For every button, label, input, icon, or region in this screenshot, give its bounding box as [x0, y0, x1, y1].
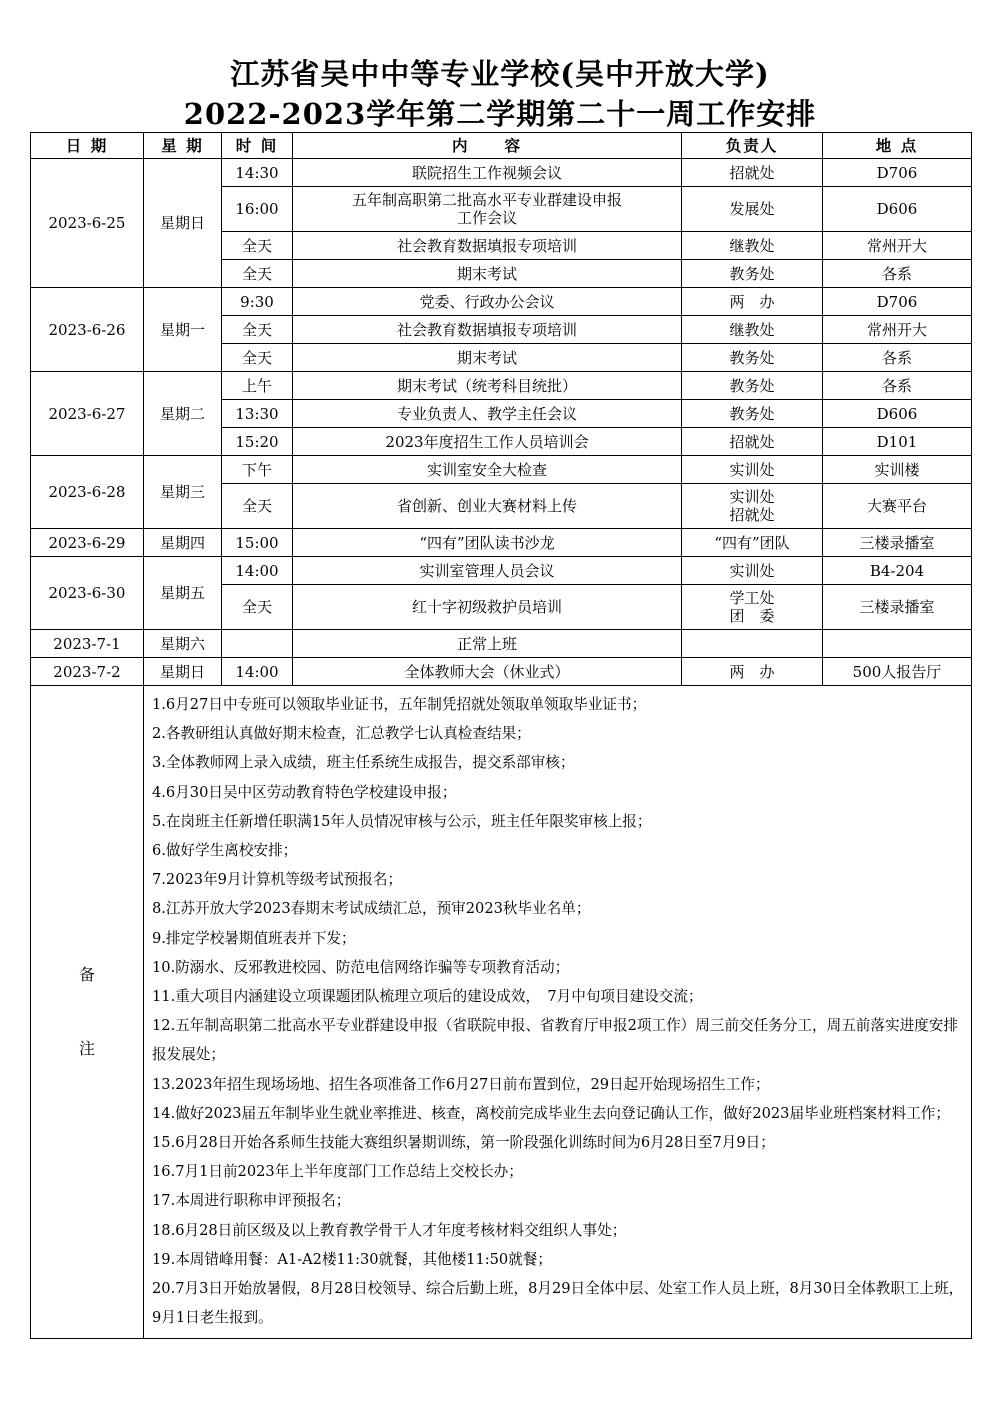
note-item: 19.本周错峰用餐：A1-A2楼11:30就餐，其他楼11:50就餐；: [152, 1250, 552, 1268]
date-cell: 2023-6-25: [31, 159, 144, 288]
document-subtitle: 2022-2023学年第二学期第二十一周工作安排: [183, 97, 817, 131]
header-row: [31, 133, 972, 159]
note-item: 7.2023年9月计算机等级考试预报名；: [152, 871, 403, 889]
owner-cell: [682, 630, 823, 658]
place-cell: 各系: [823, 260, 972, 288]
place-cell: 500人报告厅: [823, 658, 972, 686]
place-cell: D706: [823, 288, 972, 316]
owner-cell: 教务处: [682, 260, 823, 288]
time-cell: 全天: [222, 585, 293, 630]
weekday-cell: 星期一: [144, 288, 222, 372]
content-cell: 期末考试: [293, 344, 682, 372]
header-place: 地 点: [823, 133, 972, 159]
time-cell: 14:00: [222, 658, 293, 686]
place-cell: D706: [823, 159, 972, 187]
table-row: [31, 159, 972, 187]
time-cell: 15:20: [222, 428, 293, 456]
place-cell: 三楼录播室: [823, 585, 972, 630]
owner-cell: 实训处: [682, 456, 823, 484]
content-cell: 社会教育数据填报专项培训: [293, 316, 682, 344]
place-cell: D101: [823, 428, 972, 456]
weekday-cell: 星期六: [144, 630, 222, 658]
content-cell: 2023年度招生工作人员培训会: [293, 428, 682, 456]
notes-list: [144, 686, 972, 1339]
date-cell: 2023-6-26: [31, 288, 144, 372]
header-content: 内 容: [293, 133, 682, 159]
time-cell: 全天: [222, 232, 293, 260]
document-title: 江苏省吴中中等专业学校(吴中开放大学): [230, 57, 770, 91]
owner-cell: “四有”团队: [682, 529, 823, 557]
place-cell: 常州开大: [823, 232, 972, 260]
note-item: 17.本周进行职称申评预报名；: [152, 1192, 351, 1210]
owner-cell: 教务处: [682, 400, 823, 428]
time-cell: 下午: [222, 456, 293, 484]
owner-cell: 继教处: [682, 232, 823, 260]
weekday-cell: 星期三: [144, 456, 222, 529]
place-cell: D606: [823, 187, 972, 232]
time-cell: 全天: [222, 316, 293, 344]
time-cell: 9:30: [222, 288, 293, 316]
table-row: [31, 372, 972, 400]
schedule-table: [30, 132, 972, 1339]
date-cell: 2023-6-29: [31, 529, 144, 557]
time-cell: 全天: [222, 344, 293, 372]
note-item: 12.五年制高职第二批高水平专业群建设申报（省联院申报、省教育厅申报2项工作）周三前交任务分工，周五前落实进度安排报发展处；: [152, 1017, 958, 1064]
time-cell: 14:30: [222, 159, 293, 187]
date-cell: 2023-6-27: [31, 372, 144, 456]
header-owner: 负责人: [682, 133, 823, 159]
content-cell: 省创新、创业大赛材料上传: [293, 484, 682, 529]
owner-cell: 招就处: [682, 428, 823, 456]
time-cell: 上午: [222, 372, 293, 400]
note-item: 18.6月28日前区级及以上教育教学骨干人才年度考核材料交组织人事处；: [152, 1221, 627, 1239]
note-item: 3.全体教师网上录入成绩，班主任系统生成报告，提交系部审核；: [152, 754, 575, 772]
note-item: 20.7月3日开始放暑假，8月28日校领导、综合后勤上班，8月29日全体中层、处室工作人员上班，8月30日全体教职工上班，9月1日老生报到。: [152, 1280, 964, 1327]
place-cell: 各系: [823, 344, 972, 372]
note-item: 14.做好2023届五年制毕业生就业率推进、核查，离校前完成毕业生去向登记确认工作，做好2023届毕业班档案材料工作；: [152, 1104, 950, 1122]
time-cell: 全天: [222, 260, 293, 288]
weekday-cell: 星期二: [144, 372, 222, 456]
table-row: [31, 658, 972, 686]
owner-cell: 招就处: [682, 159, 823, 187]
note-item: 13.2023年招生现场场地、招生各项准备工作6月27日前布置到位，29日起开始现场招生工作；: [152, 1075, 770, 1093]
content-cell: “四有”团队读书沙龙: [293, 529, 682, 557]
note-item: 15.6月28日开始各系师生技能大赛组织暑期训练，第一阶段强化训练时间为6月28日至7月9日；: [152, 1134, 775, 1152]
content-cell: 专业负责人、教学主任会议: [293, 400, 682, 428]
content-cell: 实训室管理人员会议: [293, 557, 682, 585]
owner-cell: 发展处: [682, 187, 823, 232]
content-cell: 联院招生工作视频会议: [293, 159, 682, 187]
owner-cell: 学工处 团 委: [682, 585, 823, 630]
time-cell: 15:00: [222, 529, 293, 557]
note-item: 8.江苏开放大学2023春期末考试成绩汇总，预审2023秋毕业名单；: [152, 900, 591, 918]
note-item: 5.在岗班主任新增任职满15年人员情况审核与公示，班主任年限奖审核上报；: [152, 812, 652, 830]
notes-label: 备 注: [31, 686, 144, 1339]
content-cell: 全体教师大会（休业式）: [293, 658, 682, 686]
weekday-cell: 星期日: [144, 159, 222, 288]
note-item: 4.6月30日吴中区劳动教育特色学校建设申报；: [152, 783, 457, 801]
table-row: [31, 529, 972, 557]
date-cell: 2023-7-1: [31, 630, 144, 658]
time-cell: 14:00: [222, 557, 293, 585]
table-row: [31, 630, 972, 658]
note-item: 1.6月27日中专班可以领取毕业证书，五年制凭招就处领取单领取毕业证书；: [152, 696, 647, 713]
content-cell: 期末考试（统考科目统批）: [293, 372, 682, 400]
place-cell: [823, 630, 972, 658]
table-row: [31, 288, 972, 316]
date-cell: 2023-6-28: [31, 456, 144, 529]
place-cell: 实训楼: [823, 456, 972, 484]
note-item: 9.排定学校暑期值班表并下发；: [152, 929, 356, 947]
content-cell: 期末考试: [293, 260, 682, 288]
owner-cell: 两 办: [682, 658, 823, 686]
owner-cell: 两 办: [682, 288, 823, 316]
header-weekday: 星 期: [144, 133, 222, 159]
time-cell: 全天: [222, 484, 293, 529]
header-time: 时 间: [222, 133, 293, 159]
content-cell: 实训室安全大检查: [293, 456, 682, 484]
place-cell: 大赛平台: [823, 484, 972, 529]
place-cell: 各系: [823, 372, 972, 400]
table-row: [31, 456, 972, 484]
date-cell: 2023-7-2: [31, 658, 144, 686]
place-cell: B4-204: [823, 557, 972, 585]
weekday-cell: 星期日: [144, 658, 222, 686]
weekday-cell: 星期五: [144, 557, 222, 630]
note-item: 11.重大项目内涵建设立项课题团队梳理立项后的建设成效， 7月中旬项目建设交流；: [152, 988, 703, 1006]
content-cell: 正常上班: [293, 630, 682, 658]
owner-cell: 继教处: [682, 316, 823, 344]
note-item: 2.各教研组认真做好期末检查，汇总教学七认真检查结果；: [152, 725, 531, 743]
note-item: 10.防溺水、反邪教进校园、防范电信网络诈骗等专项教育活动；: [152, 958, 570, 976]
owner-cell: 教务处: [682, 344, 823, 372]
weekday-cell: 星期四: [144, 529, 222, 557]
owner-cell: 教务处: [682, 372, 823, 400]
owner-cell: 实训处 招就处: [682, 484, 823, 529]
content-cell: 社会教育数据填报专项培训: [293, 232, 682, 260]
time-cell: 13:30: [222, 400, 293, 428]
time-cell: 16:00: [222, 187, 293, 232]
content-cell: 红十字初级救护员培训: [293, 585, 682, 630]
content-cell: 党委、行政办公会议: [293, 288, 682, 316]
place-cell: 三楼录播室: [823, 529, 972, 557]
place-cell: 常州开大: [823, 316, 972, 344]
owner-cell: 实训处: [682, 557, 823, 585]
date-cell: 2023-6-30: [31, 557, 144, 630]
note-item: 16.7月1日前2023年上半年度部门工作总结上交校长办；: [152, 1163, 523, 1181]
notes-row: [31, 686, 972, 1339]
header-date: 日 期: [31, 133, 144, 159]
table-row: [31, 557, 972, 585]
note-item: 6.做好学生离校安排；: [152, 842, 298, 860]
content-cell: 五年制高职第二批高水平专业群建设申报工作会议: [293, 187, 682, 232]
time-cell: [222, 630, 293, 658]
place-cell: D606: [823, 400, 972, 428]
